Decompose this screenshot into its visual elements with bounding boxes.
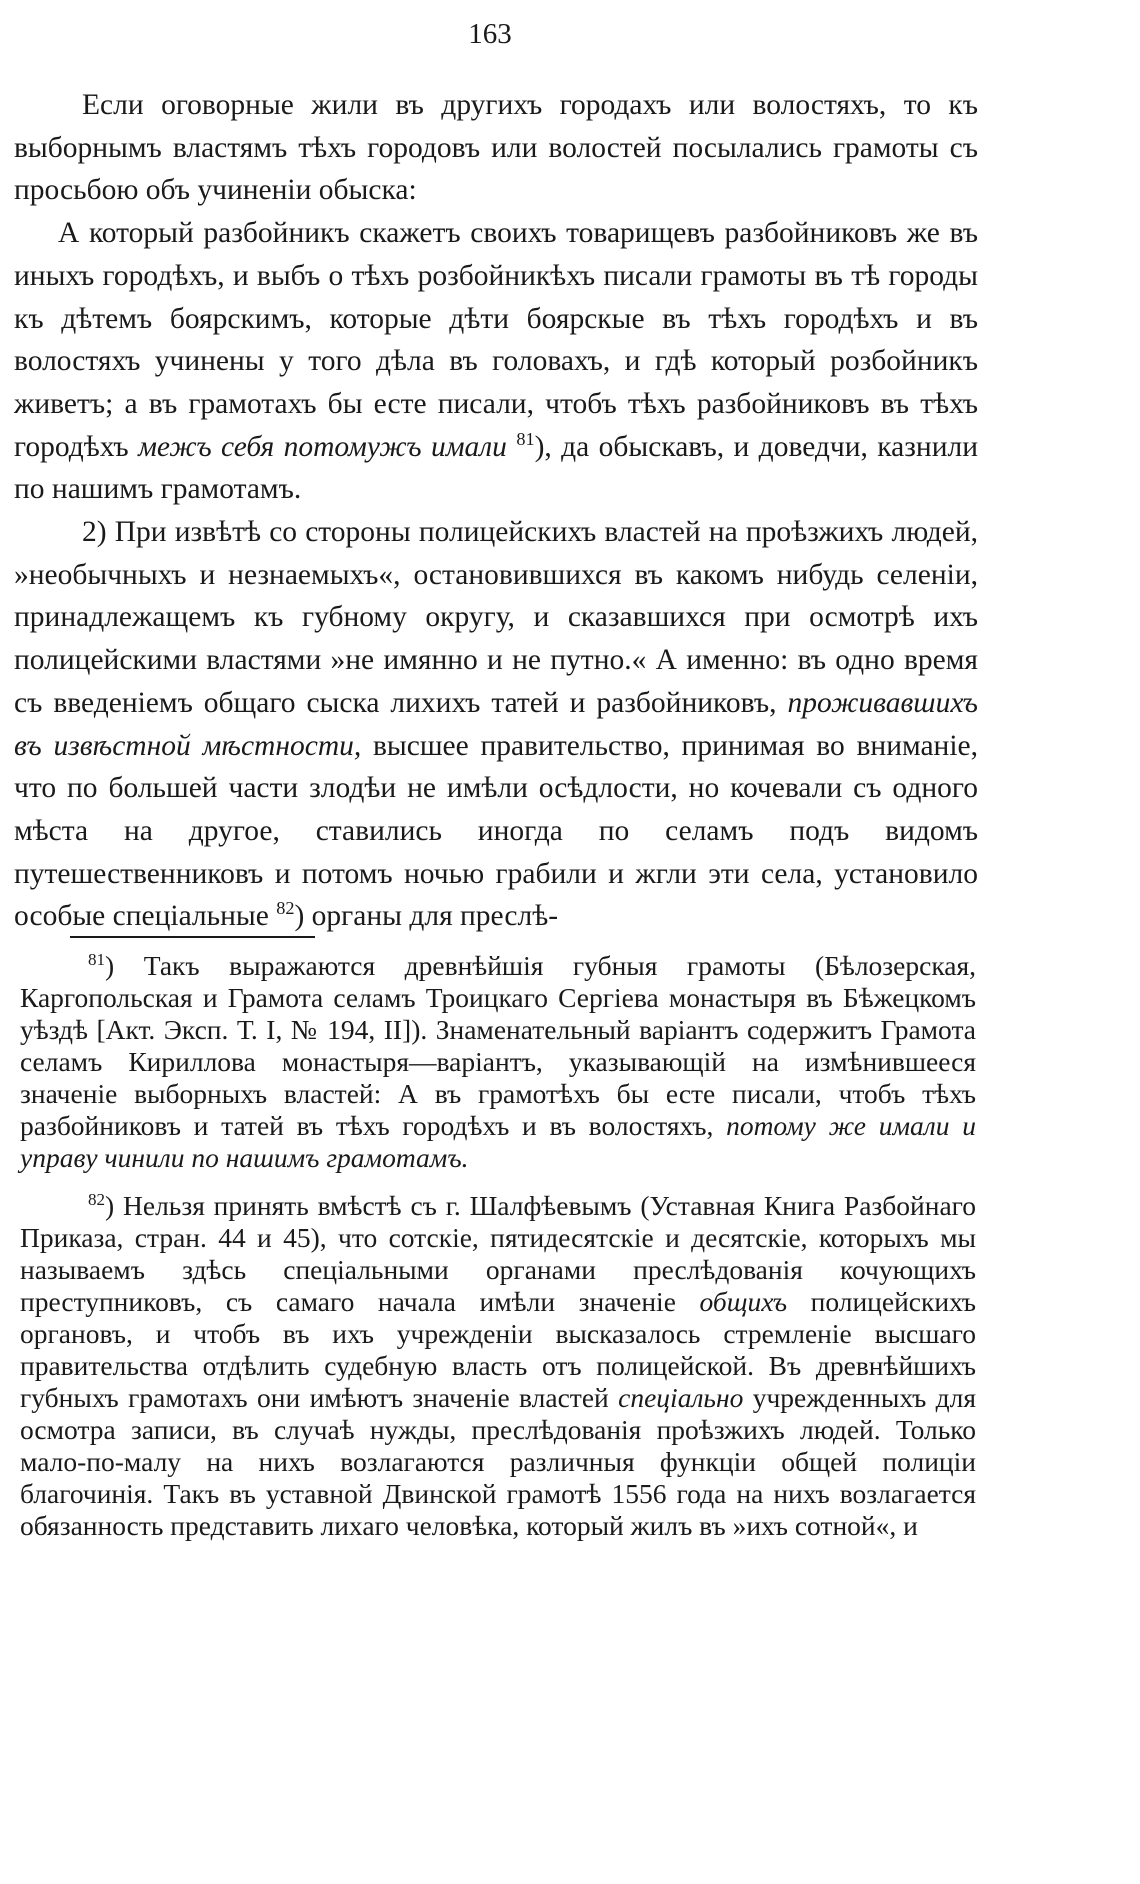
page-number: 163 <box>468 18 512 50</box>
footnote-81-number: 81 <box>88 949 106 969</box>
paragraph-1: Если оговорные жили въ другихъ городахъ или волостяхъ, то къ выборнымъ властямъ тѣхъ городовъ или волостей посылались грамоты съ просьбою объ учиненіи обыска: <box>14 89 978 207</box>
quote-text: А который разбойникъ скажетъ своихъ товарищевъ разбойниковъ же въ иныхъ городѣхъ, и выбъ о тѣхъ розбойникѣхъ писали грамоты въ тѣ городы къ дѣтемъ боярскимъ, которые дѣти боярскые въ тѣхъ городѣхъ и въ волостяхъ учинены у того дѣла въ головахъ, и гдѣ который розбойникъ живетъ; а въ грамотахъ бы есте писали, чтобъ тѣхъ разбойниковъ въ тѣхъ городѣхъ <box>14 217 978 463</box>
quote-text-end: ), да обыскавъ, и доведчи, казнили по нашимъ грамотамъ. <box>14 430 979 506</box>
footnote-separator <box>70 936 315 938</box>
footnote-82-text-cont: полицейскихъ органовъ, и чтобъ въ ихъ учрежденіи высказалось стремленіе высшаго правительства отдѣлить судебную власть отъ полицейской. Въ древнѣйшихъ губныхъ грамотахъ они имѣютъ значеніе властей <box>20 1286 977 1413</box>
paragraph-2-text: 2) При извѣтѣ со стороны полицейскихъ властей на проѣзжихъ людей, »необычныхъ и незнаемыхъ«, остановившихся въ какомъ нибудь селеніи, принадлежащемъ къ губному округу, и сказавшихся при осмотрѣ ихъ полицейскими властями »не имянно и не путно.« А именно: въ одно время съ введеніемъ общаго сыска лихихъ татей и разбойниковъ, <box>14 516 978 719</box>
paragraph-2 <box>14 511 978 938</box>
paragraph-2-text-end: ) органы для преслѣ- <box>294 900 559 933</box>
footnote-82-number: 82 <box>88 1189 106 1209</box>
footnote-82-italic-2: спеціально <box>618 1382 744 1413</box>
footnote-ref-82: 82 <box>276 898 295 919</box>
paragraph-2-text-cont: высшее правительство, принимая во вниманіе, что по большей части злодѣи не имѣли осѣдлости, но кочевали съ одного мѣста на другое, ставились иногда по селамъ подъ видомъ путешественниковъ и потомъ ночью грабили и жгли эти села, установило особые спеціальные <box>14 729 979 933</box>
quoted-charter-text <box>14 212 978 511</box>
footnote-82-text-end: учрежденныхъ для осмотра записи, въ случаѣ нужды, преслѣдованія проѣзжихъ людей. Только мало-по-малу на нихъ возлагаются различныя функціи общей полиціи благочинія. Такъ въ уставной Двинской грамотѣ 1556 года на нихъ возлагается обязанность представить лихаго человѣка, который жилъ въ »ихъ сотной«, и <box>20 1382 977 1541</box>
footnote-81 <box>20 950 976 1174</box>
quote-italic: межъ себя потомужъ имали <box>138 430 507 463</box>
footnote-82-italic-1: общихъ <box>699 1286 788 1317</box>
footnote-82-text: ) Нельзя принять вмѣстѣ съ г. Шалфѣевымъ (Уставная Книга Разбойнаго Приказа, стран. 44 и 45), что сотскіе, пятидесятскіе и десятскіе, которыхъ мы называемъ здѣсь спеціальными органами преслѣдованія кочующихъ преступниковъ, съ самаго начала имѣли значеніе <box>20 1190 976 1317</box>
footnote-81-text: ) Такъ выражаются древнѣйшія губныя грамоты (Бѣлозерская, Каргопольская и Грамота селамъ Троицкаго Сергіева монастыря въ Бѣжецкомъ уѣздѣ [Акт. Эксп. Т. I, № 194, II]). Знаменательный варіантъ содержитъ Грамота селамъ Кириллова монастыря—варіантъ, указывающій на измѣнившееся значеніе выборныхъ властей: А въ грамотѣхъ бы есте писали, чтобъ тѣхъ разбойниковъ и татей въ тѣхъ городѣхъ и въ волостяхъ, <box>20 950 976 1141</box>
paragraph-2-italic: проживавшихъ въ извѣстной мѣстности, <box>14 686 978 762</box>
footnotes <box>20 950 976 1542</box>
footnote-82 <box>20 1190 976 1542</box>
footnote-ref-81: 81 <box>516 428 535 449</box>
footnote-81-italic: потому же имали и управу чинили по нашимъ грамотамъ. <box>20 1110 976 1173</box>
main-text <box>14 84 978 938</box>
